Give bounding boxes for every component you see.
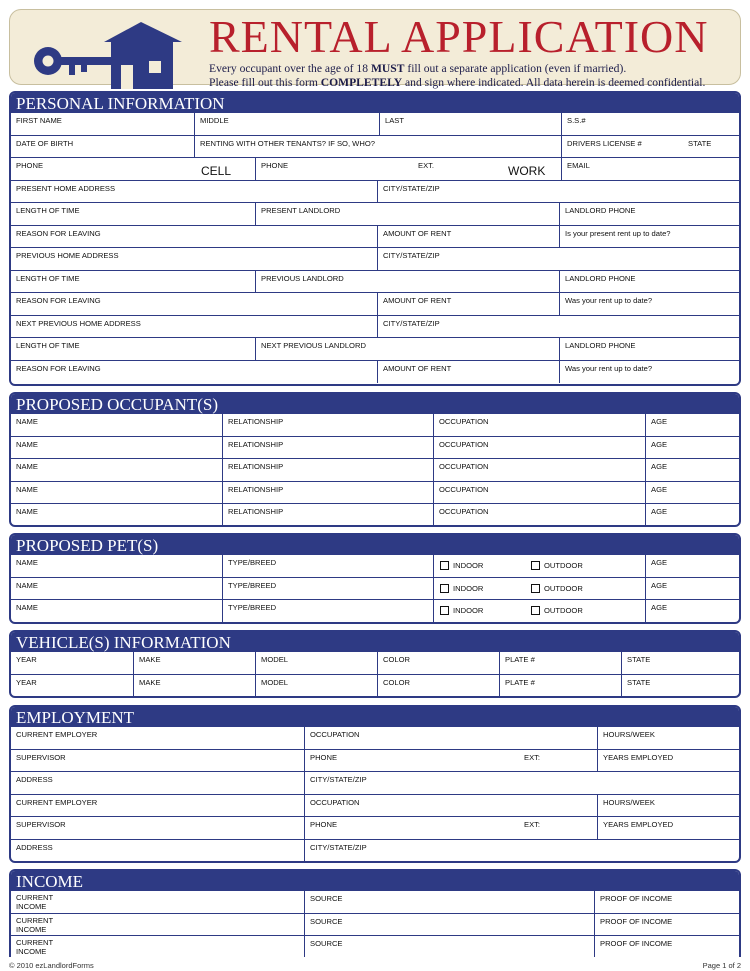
previous-landlord-field[interactable]: PREVIOUS LANDLORD bbox=[255, 271, 559, 292]
income-amount-field[interactable]: CURRENT INCOME bbox=[16, 893, 53, 911]
occupant-name-field[interactable]: NAME bbox=[16, 417, 38, 426]
next-previous-rent-field[interactable]: AMOUNT OF RENT bbox=[377, 361, 559, 383]
employer-address-field[interactable]: ADDRESS bbox=[16, 775, 53, 784]
supervisor-field[interactable]: SUPERVISOR bbox=[16, 753, 66, 762]
pet-type-field[interactable]: TYPE/BREED bbox=[222, 578, 433, 599]
indoor-checkbox[interactable] bbox=[440, 584, 449, 593]
form-row bbox=[11, 338, 739, 361]
previous-length-field[interactable]: LENGTH OF TIME bbox=[16, 274, 80, 283]
occupant-age-field[interactable]: AGE bbox=[645, 482, 741, 503]
previous-reason-field[interactable]: REASON FOR LEAVING bbox=[16, 296, 101, 305]
indoor-checkbox[interactable] bbox=[440, 606, 449, 615]
personal-information-section bbox=[9, 91, 741, 386]
vehicle-row bbox=[11, 652, 739, 675]
occupant-name-field[interactable]: NAME bbox=[16, 485, 38, 494]
previous-up-to-date-field[interactable]: Was your rent up to date? bbox=[559, 293, 741, 315]
form-title: RENTAL APPLICATION bbox=[209, 11, 709, 62]
occupant-name-field[interactable]: NAME bbox=[16, 440, 38, 449]
email-field[interactable]: EMAIL bbox=[561, 158, 741, 180]
form-row bbox=[11, 248, 739, 271]
occupant-name-field[interactable]: NAME bbox=[16, 462, 38, 471]
outdoor-checkbox[interactable] bbox=[531, 561, 540, 570]
pet-name-field[interactable]: NAME bbox=[16, 558, 38, 567]
form-row bbox=[11, 113, 739, 136]
previous-landlord-phone-field[interactable]: LANDLORD PHONE bbox=[559, 271, 741, 292]
next-previous-city-field[interactable]: CITY/STATE/ZIP bbox=[377, 316, 741, 337]
form-header bbox=[9, 9, 741, 89]
vehicle-color-field[interactable]: COLOR bbox=[377, 652, 499, 674]
pet-location-field: INDOOR OUTDOOR bbox=[433, 555, 645, 577]
outdoor-checkbox[interactable] bbox=[531, 606, 540, 615]
occupant-row bbox=[11, 482, 739, 504]
page-number: Page 1 of 2 bbox=[702, 961, 741, 970]
section-title: INCOME bbox=[11, 871, 739, 891]
work-phone-field[interactable]: PHONE EXT. WORK bbox=[255, 158, 561, 180]
instruction-line-2: Please fill out this form COMPLETELY and sign where indicated. All data herein is deemed confidential. bbox=[209, 76, 706, 89]
form-row bbox=[11, 316, 739, 338]
previous-address-field[interactable]: PREVIOUS HOME ADDRESS bbox=[16, 251, 119, 260]
employment-row bbox=[11, 817, 739, 840]
section-title: VEHICLE(S) INFORMATION bbox=[11, 632, 739, 652]
pet-name-field[interactable]: NAME bbox=[16, 581, 38, 590]
proposed-occupants-section bbox=[9, 392, 741, 527]
employer-phone-field[interactable]: PHONE EXT: bbox=[304, 817, 597, 839]
vehicle-model-field[interactable]: MODEL bbox=[255, 652, 377, 674]
vehicle-color-field[interactable]: COLOR bbox=[377, 675, 499, 696]
form-row bbox=[11, 226, 739, 248]
hours-field[interactable]: HOURS/WEEK bbox=[597, 727, 741, 749]
occupant-relationship-field[interactable]: RELATIONSHIP bbox=[222, 414, 433, 436]
form-row bbox=[11, 203, 739, 226]
income-proof-field[interactable]: PROOF OF INCOME bbox=[594, 936, 741, 957]
occupant-age-field[interactable]: AGE bbox=[645, 414, 741, 436]
employer-city-field[interactable]: CITY/STATE/ZIP bbox=[304, 840, 741, 861]
pet-row bbox=[11, 600, 739, 622]
income-proof-field[interactable]: PROOF OF INCOME bbox=[594, 914, 741, 935]
occupant-occupation-field[interactable]: OCCUPATION bbox=[433, 504, 645, 526]
occupant-occupation-field[interactable]: OCCUPATION bbox=[433, 437, 645, 458]
section-title: PROPOSED OCCUPANT(S) bbox=[11, 394, 739, 414]
cell-phone-field[interactable]: PHONE CELL bbox=[16, 161, 232, 178]
vehicle-plate-field[interactable]: PLATE # bbox=[499, 675, 621, 696]
pet-name-field[interactable]: NAME bbox=[16, 603, 38, 612]
previous-rent-field[interactable]: AMOUNT OF RENT bbox=[377, 293, 559, 315]
employer-address-field[interactable]: ADDRESS bbox=[16, 843, 53, 852]
income-proof-field[interactable]: PROOF OF INCOME bbox=[594, 891, 741, 913]
first-name-field[interactable]: FIRST NAME bbox=[16, 116, 62, 125]
employer-field[interactable]: CURRENT EMPLOYER bbox=[16, 730, 98, 739]
pet-row bbox=[11, 578, 739, 600]
proposed-pets-section bbox=[9, 533, 741, 624]
section-title: PROPOSED PET(S) bbox=[11, 535, 739, 555]
present-landlord-field[interactable]: PRESENT LANDLORD bbox=[255, 203, 559, 225]
occupant-relationship-field[interactable]: RELATIONSHIP bbox=[222, 459, 433, 481]
present-up-to-date-field[interactable]: Is your present rent up to date? bbox=[559, 226, 741, 247]
next-previous-up-to-date-field[interactable]: Was your rent up to date? bbox=[559, 361, 741, 383]
present-rent-field[interactable]: AMOUNT OF RENT bbox=[377, 226, 559, 247]
section-title: PERSONAL INFORMATION bbox=[11, 93, 739, 113]
vehicle-state-field[interactable]: STATE bbox=[621, 652, 741, 674]
vehicle-make-field[interactable]: MAKE bbox=[133, 652, 255, 674]
pet-age-field[interactable]: AGE bbox=[645, 555, 741, 577]
next-previous-reason-field[interactable]: REASON FOR LEAVING bbox=[16, 364, 101, 373]
instruction-line-1: Every occupant over the age of 18 MUST fill out a separate application (even if married). bbox=[209, 62, 627, 75]
next-previous-landlord-phone-field[interactable]: LANDLORD PHONE bbox=[559, 338, 741, 360]
form-row bbox=[11, 181, 739, 203]
employment-row bbox=[11, 772, 739, 795]
next-previous-address-field[interactable]: NEXT PREVIOUS HOME ADDRESS bbox=[16, 319, 141, 328]
present-landlord-phone-field[interactable]: LANDLORD PHONE bbox=[559, 203, 741, 225]
occupant-row bbox=[11, 504, 739, 526]
pet-type-field[interactable]: TYPE/BREED bbox=[222, 555, 433, 577]
vehicle-plate-field[interactable]: PLATE # bbox=[499, 652, 621, 674]
form-row bbox=[11, 361, 739, 383]
occupant-row bbox=[11, 459, 739, 482]
occupant-age-field[interactable]: AGE bbox=[645, 437, 741, 458]
employment-row bbox=[11, 727, 739, 750]
income-row bbox=[11, 891, 739, 914]
form-row bbox=[11, 271, 739, 293]
occupant-age-field[interactable]: AGE bbox=[645, 504, 741, 526]
copyright-text: © 2010 ezLandlordForms bbox=[9, 961, 94, 970]
income-source-field[interactable]: SOURCE bbox=[304, 914, 594, 935]
vehicle-make-field[interactable]: MAKE bbox=[133, 675, 255, 696]
income-amount-field[interactable]: CURRENT INCOME bbox=[16, 916, 53, 934]
occupant-occupation-field[interactable]: OCCUPATION bbox=[433, 414, 645, 436]
years-employed-field[interactable]: YEARS EMPLOYED bbox=[597, 750, 741, 771]
occupant-relationship-field[interactable]: RELATIONSHIP bbox=[222, 437, 433, 458]
next-previous-length-field[interactable]: LENGTH OF TIME bbox=[16, 341, 80, 350]
years-employed-field[interactable]: YEARS EMPLOYED bbox=[597, 817, 741, 839]
vehicle-year-field[interactable]: YEAR bbox=[16, 678, 37, 687]
section-title: EMPLOYMENT bbox=[11, 707, 739, 727]
form-row bbox=[11, 136, 739, 158]
indoor-checkbox[interactable] bbox=[440, 561, 449, 570]
dob-field[interactable]: DATE OF BIRTH bbox=[16, 139, 74, 148]
ssn-field[interactable]: S.S.# bbox=[561, 113, 741, 135]
income-row bbox=[11, 936, 739, 957]
employer-phone-field[interactable]: PHONE EXT: bbox=[304, 750, 597, 771]
occupation-field[interactable]: OCCUPATION bbox=[304, 727, 597, 749]
next-previous-landlord-field[interactable]: NEXT PREVIOUS LANDLORD bbox=[255, 338, 559, 360]
present-length-field[interactable]: LENGTH OF TIME bbox=[16, 206, 80, 215]
key-house-logo bbox=[27, 21, 197, 91]
drivers-license-field[interactable]: DRIVERS LICENSE # STATE bbox=[561, 136, 741, 157]
outdoor-checkbox[interactable] bbox=[531, 584, 540, 593]
employment-section bbox=[9, 705, 741, 863]
employment-row bbox=[11, 750, 739, 772]
occupant-occupation-field[interactable]: OCCUPATION bbox=[433, 459, 645, 481]
occupant-age-field[interactable]: AGE bbox=[645, 459, 741, 481]
occupant-row bbox=[11, 414, 739, 437]
last-name-field[interactable]: LAST bbox=[379, 113, 561, 135]
present-city-field[interactable]: CITY/STATE/ZIP bbox=[377, 181, 741, 202]
occupation-field[interactable]: OCCUPATION bbox=[304, 795, 597, 816]
present-address-field[interactable]: PRESENT HOME ADDRESS bbox=[16, 184, 116, 193]
form-row bbox=[11, 158, 739, 181]
renting-with-field[interactable]: RENTING WITH OTHER TENANTS? IF SO, WHO? bbox=[194, 136, 561, 157]
middle-name-field[interactable]: MIDDLE bbox=[194, 113, 379, 135]
pet-location-field: INDOOR OUTDOOR bbox=[433, 578, 645, 599]
pet-age-field[interactable]: AGE bbox=[645, 600, 741, 622]
occupant-name-field[interactable]: NAME bbox=[16, 507, 38, 516]
occupant-occupation-field[interactable]: OCCUPATION bbox=[433, 482, 645, 503]
income-source-field[interactable]: SOURCE bbox=[304, 936, 594, 957]
vehicle-year-field[interactable]: YEAR bbox=[16, 655, 37, 664]
vehicle-row bbox=[11, 675, 739, 696]
employment-row bbox=[11, 795, 739, 817]
occupant-relationship-field[interactable]: RELATIONSHIP bbox=[222, 482, 433, 503]
income-section bbox=[9, 869, 741, 957]
pet-location-field: INDOOR OUTDOOR bbox=[433, 600, 645, 622]
income-row bbox=[11, 914, 739, 936]
vehicles-section bbox=[9, 630, 741, 698]
income-amount-field[interactable]: CURRENT INCOME bbox=[16, 938, 53, 956]
pet-age-field[interactable]: AGE bbox=[645, 578, 741, 599]
hours-field[interactable]: HOURS/WEEK bbox=[597, 795, 741, 816]
employer-city-field[interactable]: CITY/STATE/ZIP bbox=[304, 772, 741, 794]
occupant-row bbox=[11, 437, 739, 459]
supervisor-field[interactable]: SUPERVISOR bbox=[16, 820, 66, 829]
employer-field[interactable]: CURRENT EMPLOYER bbox=[16, 798, 98, 807]
pet-type-field[interactable]: TYPE/BREED bbox=[222, 600, 433, 622]
form-row bbox=[11, 293, 739, 316]
present-reason-field[interactable]: REASON FOR LEAVING bbox=[16, 229, 101, 238]
occupant-relationship-field[interactable]: RELATIONSHIP bbox=[222, 504, 433, 526]
vehicle-model-field[interactable]: MODEL bbox=[255, 675, 377, 696]
previous-city-field[interactable]: CITY/STATE/ZIP bbox=[377, 248, 741, 270]
pet-row bbox=[11, 555, 739, 578]
vehicle-state-field[interactable]: STATE bbox=[621, 675, 741, 696]
employment-row bbox=[11, 840, 739, 861]
income-source-field[interactable]: SOURCE bbox=[304, 891, 594, 913]
